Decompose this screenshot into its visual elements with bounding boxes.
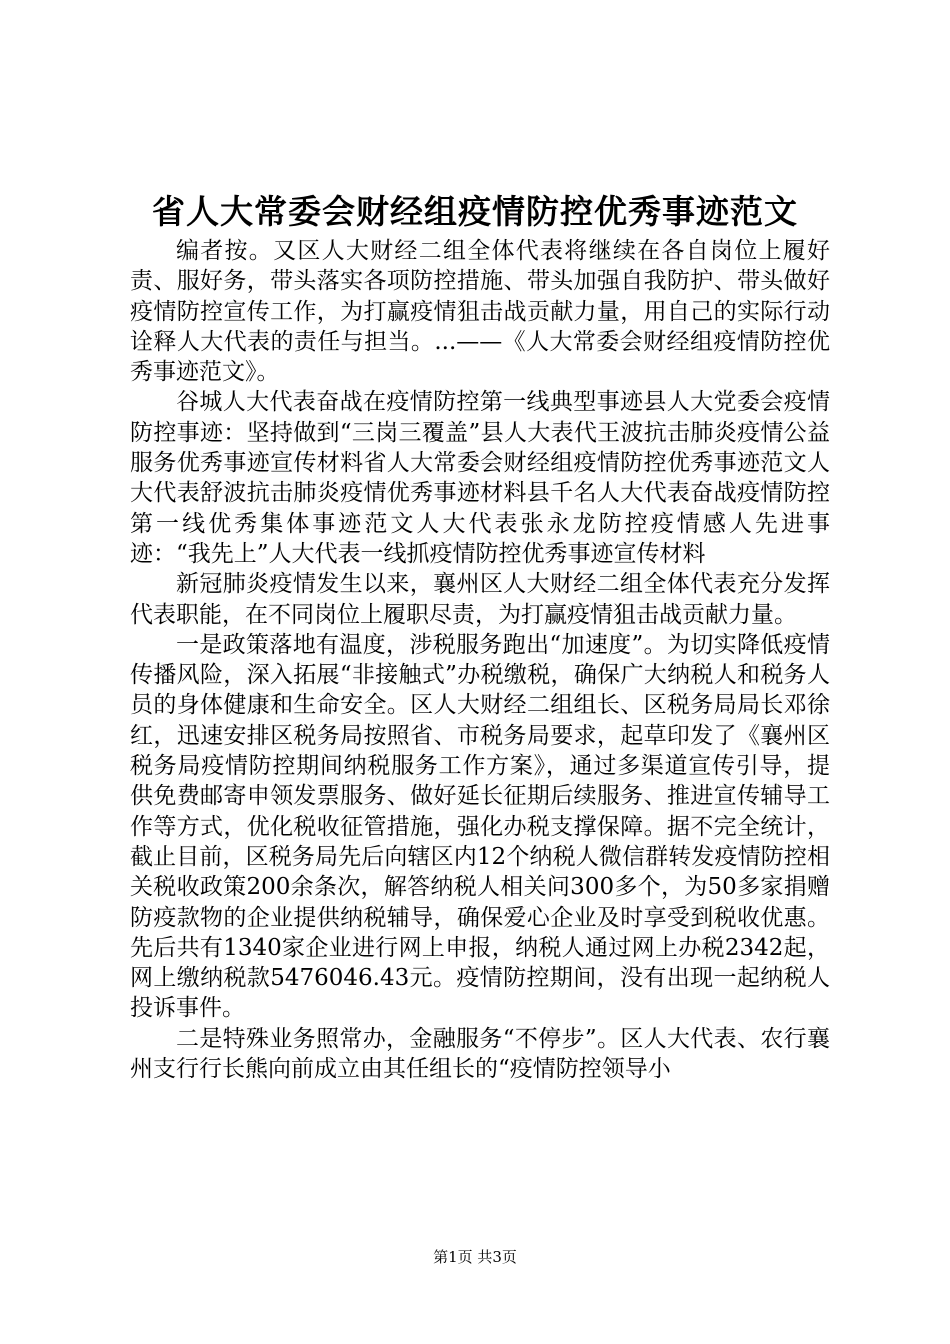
document-body	[130, 236, 830, 1084]
page-number-footer: 第1页 共3页	[433, 1248, 517, 1266]
document-title: 省人大常委会财经组疫情防控优秀事迹范文	[152, 192, 798, 231]
paragraph-related-articles: 谷城人大代表奋战在疫情防控第一线典型事迹县人大党委会疫情防控事迹：坚持做到“三岗三覆盖”县人大表代王波抗击肺炎疫情公益服务优秀事迹宣传材料省人大常委会财经组疫情防控优秀事迹范文人大代表舒波抗击肺炎疫情优秀事迹材料县千名人大代表奋战疫情防控第一线优秀集体事迹范文人大代表张永龙防控疫情感人先进事迹：“我先上”人大代表一线抓疫情防控优秀事迹宣传材料	[130, 389, 830, 567]
paragraph-intro: 新冠肺炎疫情发生以来，襄州区人大财经二组全体代表充分发挥代表职能，在不同岗位上履职尽责，为打赢疫情狙击战贡献力量。	[130, 571, 830, 628]
paragraph-editor-note: 编者按。又区人大财经二组全体代表将继续在各自岗位上履好责、服好务，带头落实各项防控措施、带头加强自我防护、带头做好疫情防控宣传工作，为打赢疫情狙击战贡献力量，用自己的实际行动诠释人大代表的责任与担当。...——《人大常委会财经组疫情防控优秀事迹范文》。	[130, 238, 830, 386]
paragraph-financial-service: 二是特殊业务照常办，金融服务“不停步”。区人大代表、农行襄州支行行长熊向前成立由其任组长的“疫情防控领导小	[130, 1025, 830, 1083]
paragraph-tax-service: 一是政策落地有温度，涉税服务跑出“加速度”。为切实降低疫情传播风险，深入拓展“非接触式”办税缴税，确保广大纳税人和税务人员的身体健康和生命安全。区人大财经二组组长、区税务局局长邓徐红，迅速安排区税务局按照省、市税务局要求，起草印发了《襄州区税务局疫情防控期间纳税服务工作方案》，通过多渠道宣传引导，提供免费邮寄申领发票服务、做好延长征期后续服务、推进宣传辅导工作等方式，优化税收征管措施，强化办税支撑保障。据不完全统计，截止目前，区税务局先后向辖区内12个纳税人微信群转发疫情防控相关税收政策200余条次，解答纳税人相关问300多个，为50多家捐赠防疫款物的企业提供纳税辅导，确保爱心企业及时享受到税收优惠。先后共有1340家企业进行网上申报，纳税人通过网上办税2342起，网上缴纳税款5476046.43元。疫情防控期间，没有出现一起纳税人投诉事件。	[130, 631, 830, 1022]
